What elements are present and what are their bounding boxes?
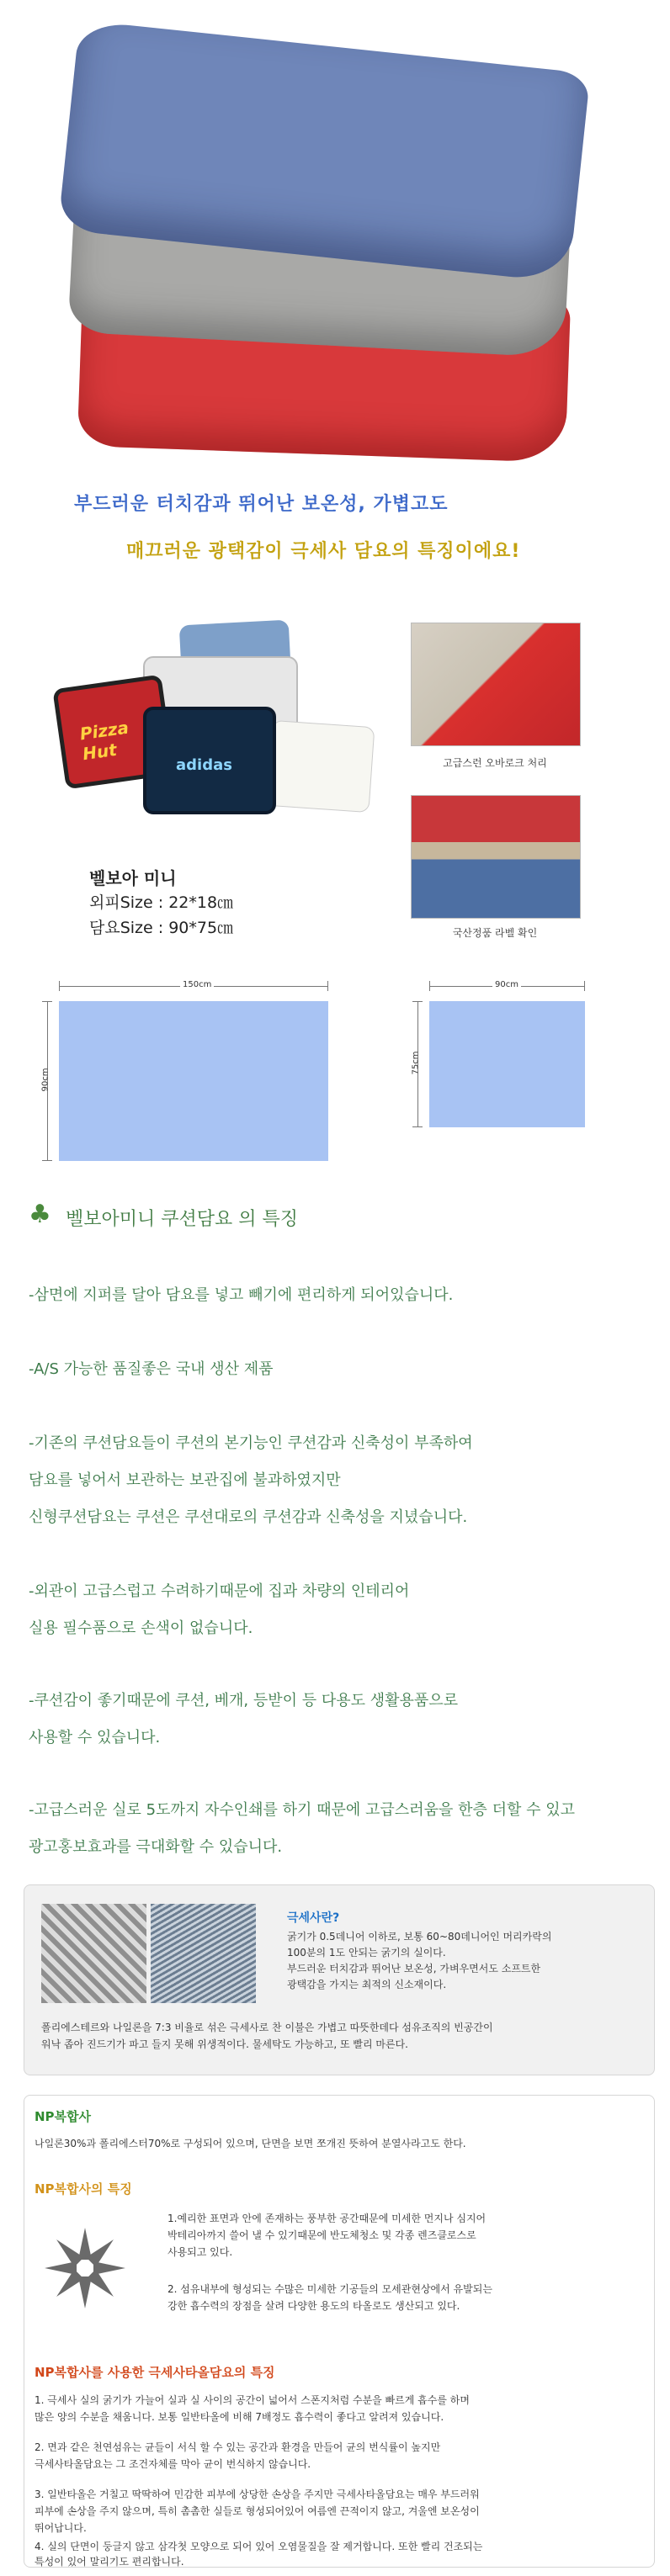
- microfiber-note: 워낙 좁아 진드기가 파고 들지 못해 위생적이다. 물세탁도 가능하고, 또 빨리 마른다.: [41, 2038, 408, 2050]
- np-feature-2: 2. 섬유내부에 형성되는 수많은 미세한 기공들의 모세관현상에서 유발되는: [168, 2283, 492, 2295]
- club-icon: ♣: [29, 1200, 51, 1229]
- feature-line: -외관이 고급스럽고 수려하기때문에 집과 차량의 인테리어: [29, 1582, 410, 1600]
- np-desc: 나일론30%과 폴리에스터70%로 구성되어 있으며, 단면을 보면 쪼개진 뜻하여 분열사라고도 한다.: [35, 2138, 466, 2149]
- product-photo: [51, 606, 370, 841]
- width-label-b: 90cm: [492, 980, 521, 989]
- height-label-a: 90cm: [40, 1068, 51, 1092]
- np-feature-1: 사용되고 있다.: [168, 2246, 233, 2258]
- np-use-item: 2. 면과 같은 천연섬유는 균들이 서식 할 수 있는 공간과 환경을 만들어 균의 번식률이 높지만: [35, 2441, 441, 2453]
- feature-line: -기존의 쿠션담요들이 쿠션의 본기능인 쿠션감과 신축성이 부족하여: [29, 1434, 473, 1452]
- feature-line: -A/S 가능한 품질좋은 국내 생산 제품: [29, 1360, 274, 1378]
- np-title: NP복합사: [35, 2109, 92, 2124]
- feature-line: -삼면에 지퍼를 달아 담요를 넣고 빼기에 편리하게 되어있습니다.: [29, 1286, 454, 1304]
- np-use-item: 1. 극세사 실의 굵기가 가늘어 실과 실 사이의 공간이 넓어서 스폰지처럼 수분을 빠르게 흡수를 하며: [35, 2394, 470, 2406]
- pizza-logo: Pizza Hut: [78, 717, 130, 765]
- microfiber-note: 폴리에스테르와 나일론을 7:3 비율로 섞은 극세사로 찬 이불은 가볍고 따뜻한데다 섬유조직의 빈공간이: [41, 2022, 493, 2033]
- fiber-closeup-photo: [41, 1904, 146, 2003]
- adidas-logo: adidas: [176, 756, 232, 774]
- microfiber-desc: 부드러운 터치감과 뛰어난 보온성, 가벼우면서도 소프트한: [287, 1963, 541, 1974]
- np-feature-2: 강한 흡수력의 장점을 살려 다양한 용도의 타올로도 생산되고 있다.: [168, 2300, 460, 2312]
- np-feature-1: 1.예리한 표면과 안에 존재하는 풍부한 공간때문에 미세한 먼지나 심지어: [168, 2213, 487, 2224]
- outer-size: 외피Size : 22*18㎝: [89, 893, 234, 912]
- product-name: 벨보아 미니: [89, 868, 177, 888]
- fiber-cross-section-icon: [43, 2222, 127, 2314]
- label-caption: 국산정품 라벨 확인: [452, 927, 538, 939]
- width-tick-b1: [429, 981, 430, 991]
- height-tick-a1: [42, 1001, 52, 1002]
- feature-line: 실용 필수품으로 손색이 없습니다.: [29, 1619, 253, 1637]
- np-use-item: 극세사타올담요는 그 조건자체를 막아 균이 번식하지 않습니다.: [35, 2458, 311, 2470]
- blanket-size: 담요Size : 90*75㎝: [89, 919, 234, 937]
- microfiber-desc: 100분의 1도 안되는 굵기의 실이다.: [287, 1947, 446, 1959]
- feature-line: 광고홍보효과를 극대화할 수 있습니다.: [29, 1838, 283, 1856]
- np-features-title: NP복합사의 특징: [35, 2181, 132, 2197]
- overlock-caption: 고급스런 오바로크 처리: [443, 757, 547, 769]
- adidas-cushion: [143, 707, 276, 814]
- microfiber-desc: 굵기가 0.5데니어 이하로, 보통 60~80데니어인 머리카락의: [287, 1931, 552, 1943]
- np-use-item: 뛰어납니다.: [35, 2522, 87, 2534]
- np-use-title: NP복합사를 사용한 극세사타올담요의 특징: [35, 2365, 275, 2380]
- microfiber-desc: 광택감을 가지는 최적의 신소재이다.: [287, 1979, 447, 1990]
- features-title: 벨보아미니 쿠션담요 의 특징: [66, 1209, 299, 1230]
- np-use-item: 3. 일반타올은 거칠고 딱딱하여 민감한 피부에 상당한 손상을 주지만 극세사타올담요는 매우 부드러워: [35, 2489, 480, 2500]
- feature-line: 담요를 넣어서 보관하는 보관집에 불과하였지만: [29, 1471, 341, 1489]
- feature-line: -고급스러운 실로 5도까지 자수인쇄를 하기 때문에 고급스러움을 한층 더할 수 있고: [29, 1801, 575, 1819]
- np-feature-1: 박테리아까지 쓸어 낼 수 있기때문에 반도체청소 및 각종 렌즈클로스로: [168, 2229, 476, 2241]
- np-info-box: [24, 2095, 655, 2568]
- height-tick-a2: [42, 1160, 52, 1161]
- fiber-weave-photo: [151, 1904, 256, 2003]
- np-use-item: 피부에 손상을 주지 않으며, 특히 촘촘한 실들로 형성되어있어 여름엔 끈적이지 않고, 겨울엔 보온성이: [35, 2505, 480, 2517]
- microfiber-title: 극세사란?: [287, 1911, 340, 1925]
- feature-line: -쿠션감이 좋기때문에 쿠션, 베개, 등받이 등 다용도 생활용품으로: [29, 1692, 459, 1709]
- sample-card: [267, 720, 375, 813]
- height-tick-b2: [412, 1126, 423, 1127]
- hero-tagline-2: 매끄러운 광택감이 극세사 담요의 특징이에요!: [126, 541, 521, 562]
- feature-line: 신형쿠션담요는 쿠션은 쿠션대로의 쿠션감과 신축성을 지녔습니다.: [29, 1508, 468, 1526]
- label-photo: [411, 795, 581, 919]
- small-blanket-shape: [429, 1001, 585, 1127]
- overlock-photo: [411, 623, 581, 746]
- height-label-b: 75cm: [411, 1051, 421, 1075]
- microfiber-info-box: [24, 1884, 655, 2075]
- large-blanket-shape: [59, 1001, 328, 1161]
- hero-image: [0, 0, 670, 471]
- np-use-item: 많은 양의 수분을 채움니다. 보통 일반타올에 비해 7배정도 흡수력이 좋다고 알려져 있습니다.: [35, 2411, 444, 2423]
- np-use-item: 4. 실의 단면이 둥글지 않고 삼각첫 모양으로 되어 있어 오염물질을 잘 제거합니다. 또한 빨리 건조되는: [35, 2541, 483, 2552]
- height-tick-b1: [412, 1001, 423, 1002]
- feature-line: 사용할 수 있습니다.: [29, 1729, 161, 1746]
- hero-tagline-1: 부드러운 터치감과 뛰어난 보온성, 가볍고도: [74, 494, 449, 515]
- width-tick-a1: [59, 981, 60, 991]
- width-tick-a2: [327, 981, 328, 991]
- np-use-item: 특성이 있어 말리기도 편리합니다.: [35, 2556, 184, 2568]
- width-tick-b2: [584, 981, 585, 991]
- width-label-a: 150cm: [180, 980, 214, 989]
